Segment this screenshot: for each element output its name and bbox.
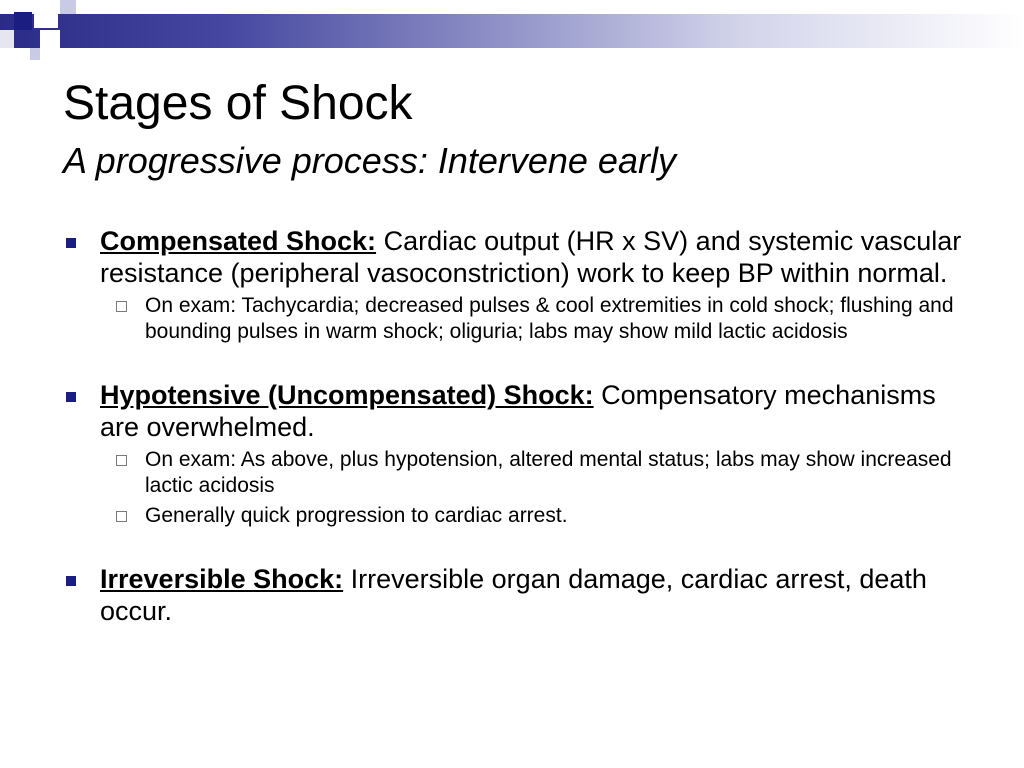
header-decor-square	[14, 12, 32, 30]
hollow-square-bullet-icon	[116, 455, 127, 466]
square-bullet-icon	[66, 392, 76, 402]
header-decor-square	[60, 0, 76, 14]
sub-list-item	[62, 447, 972, 499]
sub-item-text: Generally quick progression to cardiac arrest.	[145, 504, 568, 527]
slide-subtitle: A progressive process: Intervene early	[63, 140, 676, 181]
list-item	[62, 379, 972, 443]
stage-term: Hypotensive (Uncompensated) Shock:	[100, 380, 594, 410]
header-decor-square	[34, 0, 58, 28]
list-item	[62, 563, 972, 627]
bullet-list	[62, 225, 972, 631]
list-item	[62, 225, 972, 289]
sub-list-item	[62, 293, 972, 345]
header-decor-square	[40, 30, 60, 48]
stage-description: Compensatory mechanisms are overwhelmed.	[100, 380, 936, 442]
stage-term: Compensated Shock:	[100, 226, 377, 256]
sub-item-text: On exam: Tachycardia; decreased pulses & cool extremities in cold shock; flushing and bounding pulses in warm shock; oliguria; labs may show mild lactic acidosis	[145, 294, 954, 343]
slide-title: Stages of Shock	[63, 77, 413, 130]
header-gradient-band	[0, 14, 1024, 48]
square-bullet-icon	[66, 238, 76, 248]
header-decor-square	[0, 30, 14, 48]
header-decor-square	[30, 48, 40, 60]
stage-description: Cardiac output (HR x SV) and systemic vascular resistance (peripheral vasoconstriction) work to keep BP within normal.	[100, 226, 962, 288]
stage-term: Irreversible Shock:	[100, 564, 344, 594]
sub-item-text: On exam: As above, plus hypotension, altered mental status; labs may show increased lactic acidosis	[145, 448, 952, 497]
hollow-square-bullet-icon	[116, 301, 127, 312]
hollow-square-bullet-icon	[116, 511, 127, 522]
square-bullet-icon	[66, 576, 76, 586]
stage-description: Irreversible organ damage, cardiac arrest, death occur.	[100, 564, 927, 626]
sub-list-item	[62, 503, 972, 529]
